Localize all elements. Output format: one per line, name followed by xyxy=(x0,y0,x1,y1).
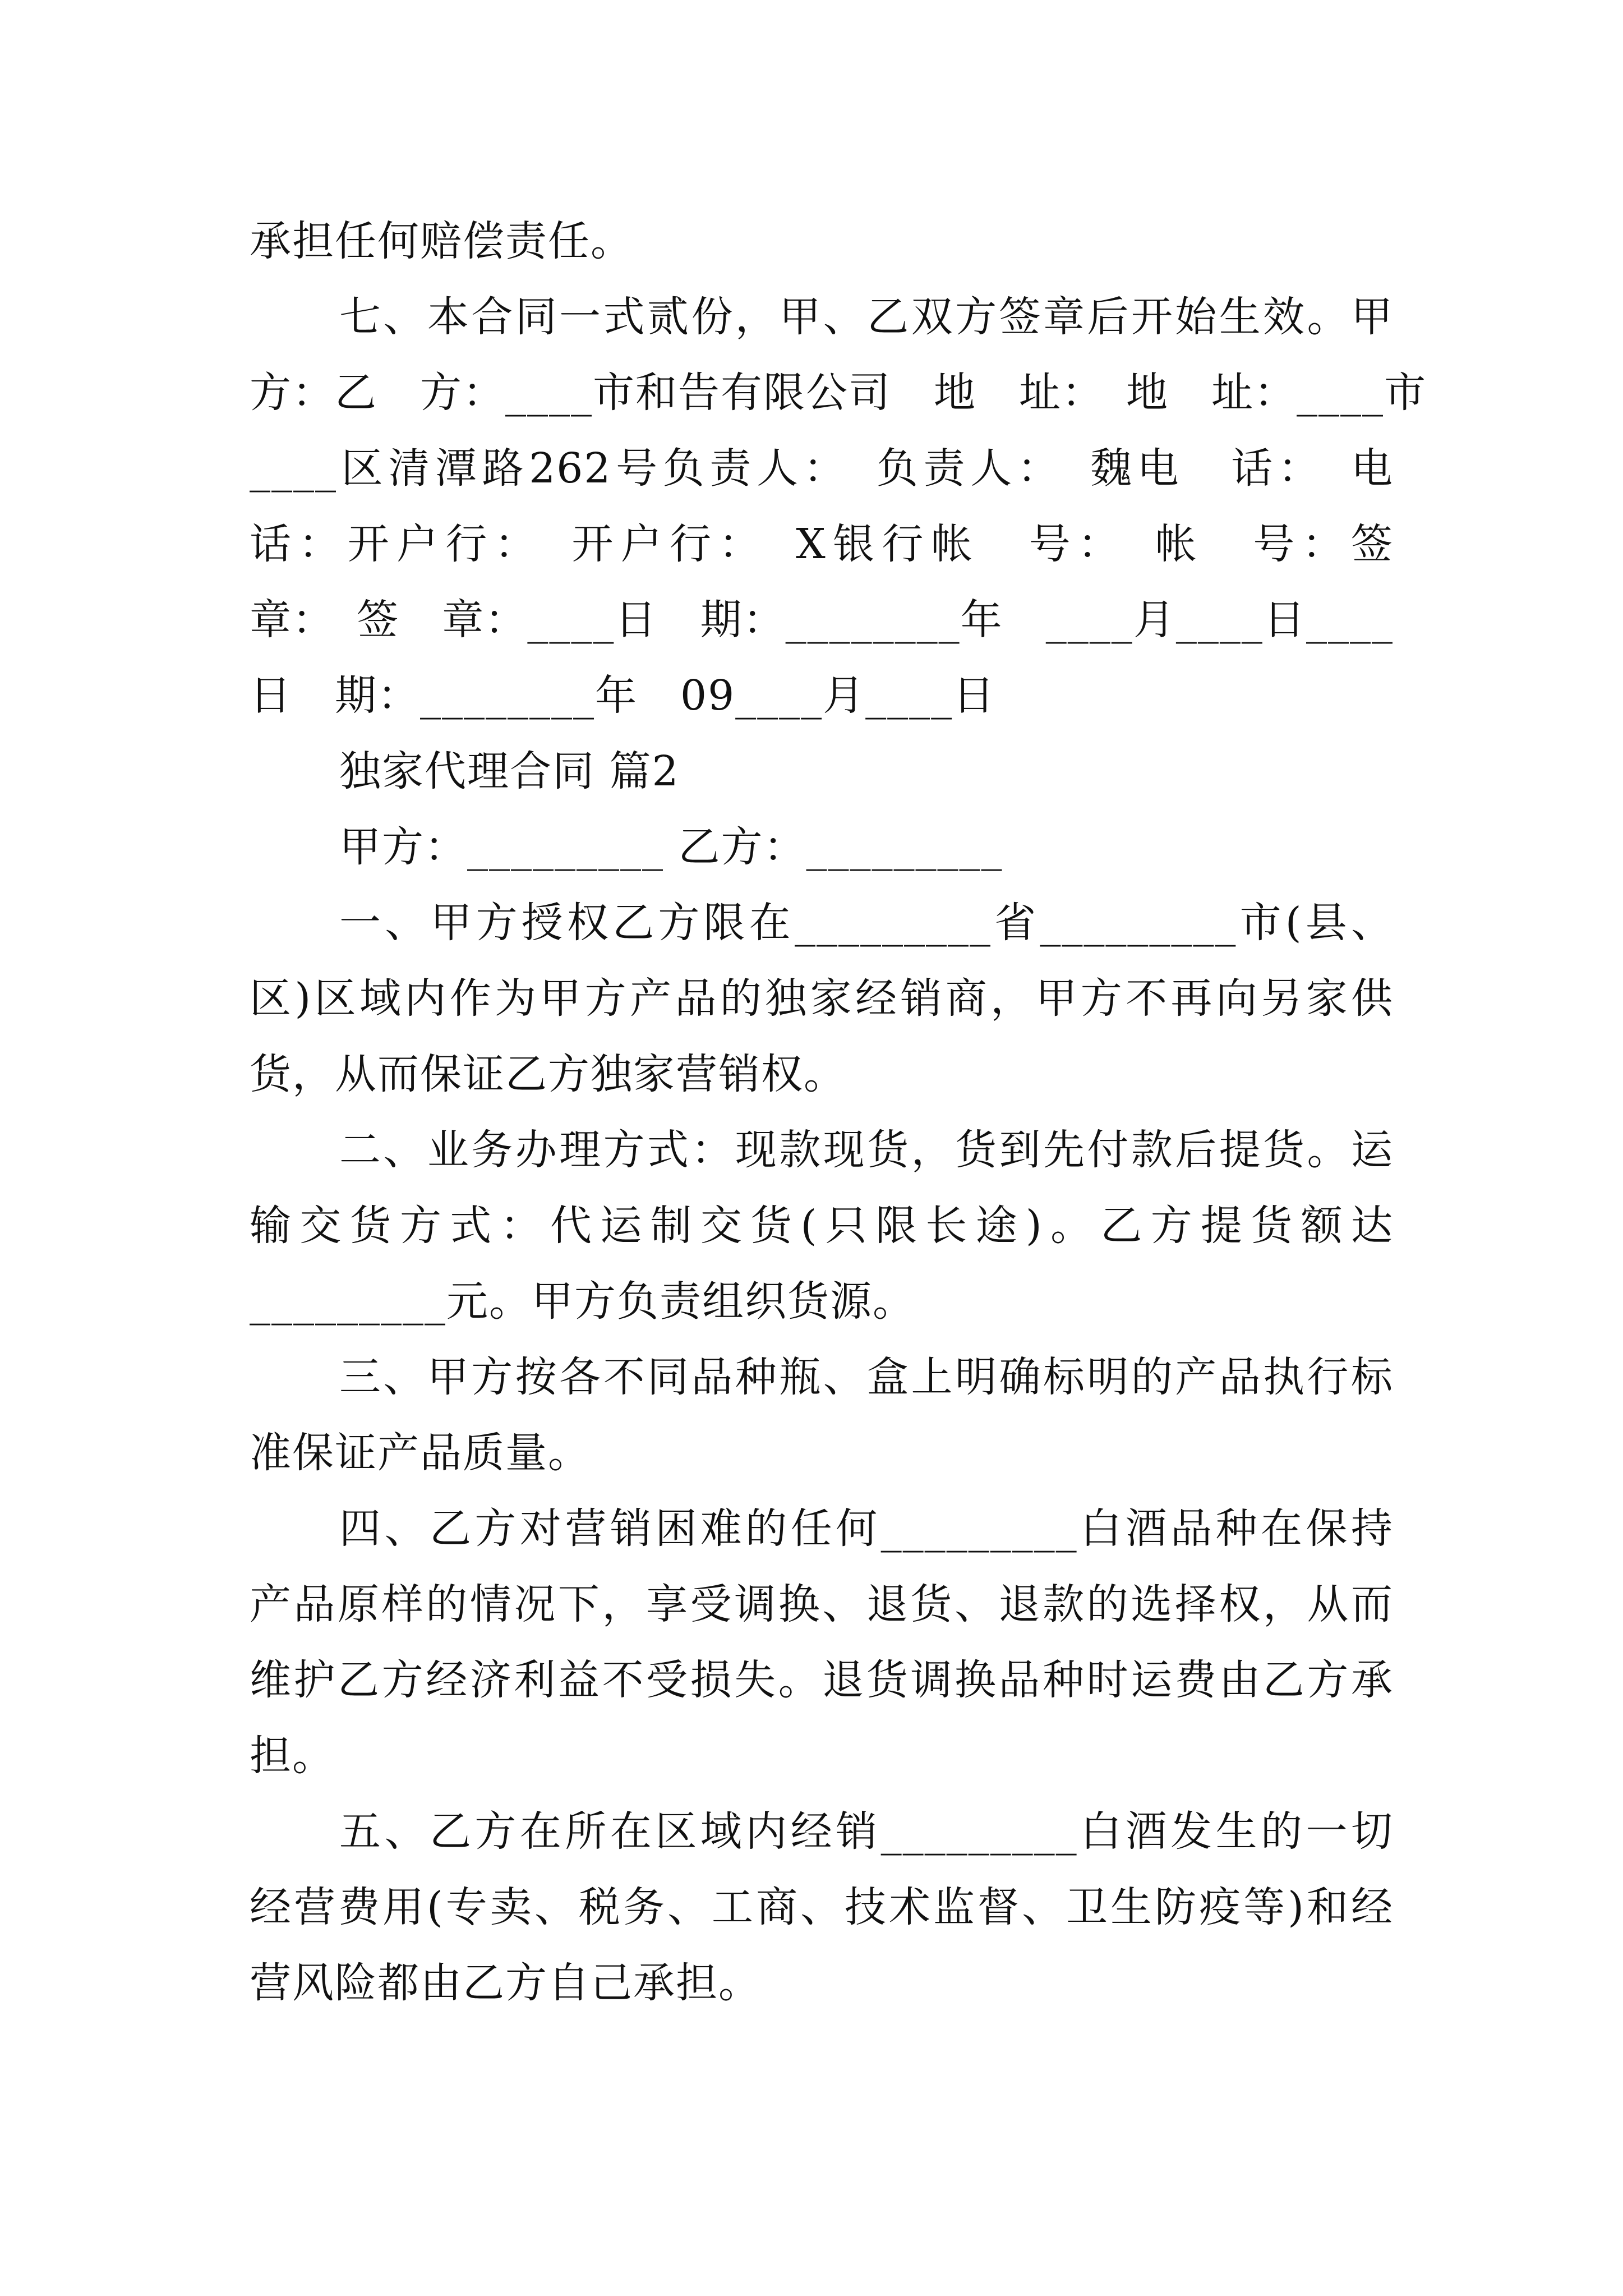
text-line: 输交货方式：代运制交货(只限长途)。乙方提货额达 xyxy=(250,1202,1394,1250)
text-line: _________元。甲方负责组织货源。 xyxy=(250,1277,915,1326)
text-line: 方：乙 方：____市和告有限公司 地 址： 地 址：____市 xyxy=(250,369,1427,417)
text-line: 准保证产品质量。 xyxy=(250,1429,591,1477)
text-line: 甲方：_________ 乙方：_________ xyxy=(339,823,1003,871)
text-line: 七、本合同一式贰份，甲、乙双方签章后开始生效。甲 xyxy=(339,293,1394,341)
text-line: 五、乙方在所在区域内经销_________白酒发生的一切 xyxy=(339,1807,1394,1856)
text-line: 章： 签 章：____日 期：________年 ____月____日____ xyxy=(250,596,1394,644)
text-line: 经营费用(专卖、税务、工商、技术监督、卫生防疫等)和经 xyxy=(250,1883,1394,1931)
text-line: 营风险都由乙方自己承担。 xyxy=(250,1959,761,2007)
text-line: 一、甲方授权乙方限在_________省_________市(县、 xyxy=(339,899,1394,947)
text-line: 二、业务办理方式：现款现货，货到先付款后提货。运 xyxy=(339,1126,1394,1174)
text-line: 维护乙方经济利益不受损失。退货调换品种时运费由乙方承 xyxy=(250,1656,1394,1704)
text-line: 话：开户行： 开户行： X银行帐 号： 帐 号：签 xyxy=(250,520,1394,568)
text-line: 承担任何赔偿责任。 xyxy=(250,217,633,265)
text-line: 担。 xyxy=(250,1732,335,1780)
section-heading: 独家代理合同 篇2 xyxy=(339,747,680,795)
text-line: 四、乙方对营销困难的任何_________白酒品种在保持 xyxy=(339,1504,1394,1553)
text-line: 产品原样的情况下，享受调换、退货、退款的选择权，从而 xyxy=(250,1580,1394,1628)
text-line: 日 期：________年 09____月____日 xyxy=(250,671,996,720)
text-line: 三、甲方按各不同品种瓶、盒上明确标明的产品执行标 xyxy=(339,1353,1394,1401)
text-line: 货，从而保证乙方独家营销权。 xyxy=(250,1050,846,1098)
text-line: ____区清潭路262号负责人： 负责人： 魏电 话： 电 xyxy=(250,444,1394,493)
text-line: 区)区域内作为甲方产品的独家经销商，甲方不再向另家供 xyxy=(250,974,1394,1023)
